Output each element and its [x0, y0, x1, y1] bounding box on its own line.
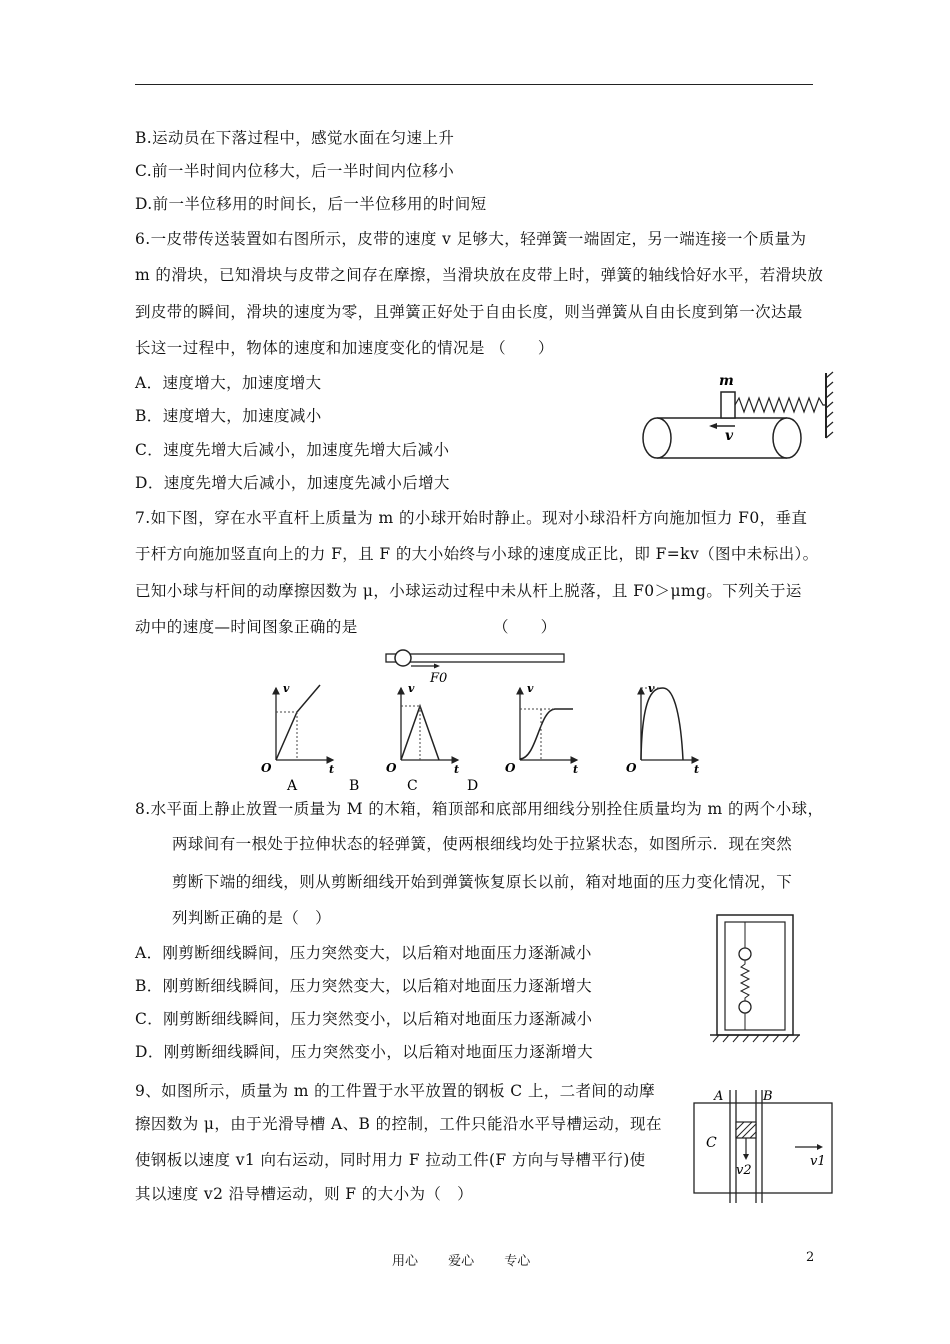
- graph-d: [626, 682, 699, 776]
- question-6-line-4: 长这一过程中，物体的速度和加速度变化的情况是 （ ）: [135, 339, 554, 357]
- left-roller: [643, 418, 671, 458]
- question-7-line-1: 7.如下图，穿在水平直杆上质量为 m 的小球开始时静止。现对小球沿杆方向施加恒力 F0，垂直: [135, 509, 808, 527]
- v2-label: v2: [736, 1163, 752, 1178]
- mass-label: m: [719, 373, 734, 389]
- wall-hatching: [826, 372, 833, 438]
- upper-ball: [739, 948, 751, 960]
- option-6d: D．速度先增大后减小，加速度先减小后增大: [135, 474, 450, 492]
- question-9-line-1: 9、如图所示，质量为 m 的工件置于水平放置的钢板 C 上，二者间的动摩: [135, 1082, 656, 1100]
- option-6b: B．速度增大，加速度减小: [135, 407, 322, 425]
- guide-rail-figure: [690, 1085, 840, 1203]
- question-6-line-3: 到皮带的瞬间，滑块的速度为零，且弹簧正好处于自由长度，则当弹簧从自由长度到第一次达最: [135, 303, 803, 321]
- option-8c: C．刚剪断细线瞬间，压力突然变小，以后箱对地面压力逐渐减小: [135, 1010, 593, 1028]
- graph-a-t: t: [329, 763, 335, 776]
- graph-label-d: D: [467, 778, 479, 794]
- question-7-line-3: 已知小球与杆间的动摩擦因数为 μ，小球运动过程中未从杆上脱落，且 F0＞μmg。下列关于运: [135, 582, 802, 600]
- question-8-line-3: 剪断下端的细线，则从剪断细线开始到弹簧恢复原长以前，箱对地面的压力变化情况，下: [172, 873, 793, 891]
- rail-b-label: B: [763, 1089, 773, 1104]
- force-arrowhead: [434, 664, 440, 669]
- graph-label-b: B: [349, 778, 360, 794]
- graph-c-v: v: [527, 682, 534, 695]
- header-rule: [135, 84, 813, 85]
- spring: [735, 398, 825, 412]
- question-7-line-2: 于杆方向施加竖直向上的力 F，且 F 的大小始终与小球的速度成正比，即 F=kv（图中未标出）。: [135, 545, 819, 563]
- question-7-line-4: 动中的速度—时间图象正确的是 （ ）: [135, 618, 557, 636]
- box-spring-figure: [705, 910, 805, 1048]
- velocity-label: v: [725, 428, 734, 444]
- graph-d-t: t: [694, 763, 700, 776]
- question-6-line-1: 6.一皮带传送装置如右图所示，皮带的速度 v 足够大，轻弹簧一端固定，另一端连接一个质量为: [135, 230, 807, 248]
- question-8-line-2: 两球间有一根处于拉伸状态的轻弹簧，使两根细线均处于拉紧状态，如图所示．现在突然: [172, 835, 793, 853]
- graph-a-v: v: [283, 682, 290, 695]
- force-label: F0: [430, 671, 448, 686]
- option-5c: C.前一半时间内位移大，后一半时间内位移小: [135, 162, 455, 180]
- option-8a: A．刚剪断细线瞬间，压力突然变大，以后箱对地面压力逐渐减小: [135, 944, 592, 962]
- horizontal-rod: [386, 654, 564, 662]
- graph-label-a: A: [287, 778, 298, 794]
- graph-b-o: O: [386, 761, 397, 775]
- option-5d: D.前一半位移用的时间长，后一半位移用的时间短: [135, 195, 487, 213]
- rail-a-label: A: [714, 1089, 724, 1104]
- footer-slogan: 用心 爱心 专心: [392, 1254, 531, 1269]
- option-6c: C．速度先增大后减小，加速度先增大后减小: [135, 441, 450, 459]
- plate-c-label: C: [706, 1135, 717, 1151]
- question-8-line-1: 8.水平面上静止放置一质量为 M 的木箱，箱顶部和底部用细线分别拴住质量均为 m 的两个小球，: [135, 800, 824, 818]
- question-8-line-4: 列判断正确的是（ ）: [172, 909, 332, 927]
- graph-c-t: t: [573, 763, 579, 776]
- ground-hatching: [713, 1035, 799, 1042]
- graph-c: [505, 682, 578, 776]
- graph-d-v: v: [648, 682, 655, 695]
- graph-a: [261, 682, 334, 776]
- question-9-line-3: 使钢板以速度 v1 向右运动，同时用力 F 拉动工件(F 方向与导槽平行)使: [135, 1151, 646, 1169]
- graph-label-c: C: [407, 778, 418, 794]
- question-9-line-2: 擦因数为 μ，由于光滑导槽 A、B 的控制，工件只能沿水平导槽运动，现在: [135, 1115, 662, 1133]
- ball: [395, 650, 411, 666]
- question-9-line-4: 其以速度 v2 沿导槽运动，则 F 的大小为（ ）: [135, 1185, 474, 1203]
- question-6-line-2: m 的滑块，已知滑块与皮带之间存在摩擦，当滑块放在皮带上时，弹簧的轴线恰好水平，若滑块放: [135, 266, 824, 284]
- box-inner: [725, 922, 785, 1030]
- belt-spring-figure: [635, 368, 840, 468]
- lower-ball: [739, 1001, 751, 1013]
- graph-b: [386, 682, 459, 776]
- graph-c-o: O: [505, 761, 516, 775]
- option-8b: B．刚剪断细线瞬间，压力突然变大，以后箱对地面压力逐渐增大: [135, 977, 592, 995]
- page-number: 2: [806, 1250, 815, 1265]
- belt-velocity-arrowhead: [709, 423, 717, 429]
- right-roller: [773, 418, 801, 458]
- option-8d: D．刚剪断细线瞬间，压力突然变小，以后箱对地面压力逐渐增大: [135, 1043, 594, 1061]
- option-6a: A．速度增大，加速度增大: [135, 374, 322, 392]
- graph-b-t: t: [454, 763, 460, 776]
- graph-a-o: O: [261, 761, 272, 775]
- graph-d-o: O: [626, 761, 637, 775]
- vt-graphs: [255, 680, 715, 795]
- option-5b: B.运动员在下落过程中，感觉水面在匀速上升: [135, 129, 455, 147]
- v1-label: v1: [810, 1154, 826, 1169]
- graph-b-v: v: [408, 682, 415, 695]
- slider-block: [721, 392, 735, 418]
